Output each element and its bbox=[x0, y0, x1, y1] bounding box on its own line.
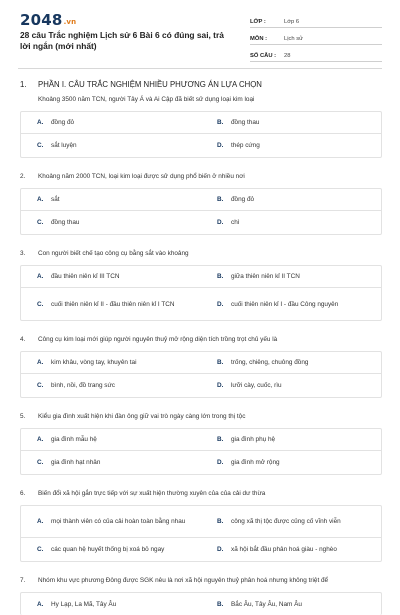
option-b[interactable] bbox=[201, 358, 381, 367]
option-b[interactable] bbox=[201, 195, 381, 204]
option-c[interactable] bbox=[21, 141, 201, 150]
option-d[interactable] bbox=[201, 545, 381, 554]
option-c[interactable] bbox=[21, 218, 201, 227]
option-text: Hy Lạp, La Mã, Tây Âu bbox=[51, 600, 117, 608]
question-text: Con người biết chế tạo công cụ bằng sắt vào khoảng bbox=[38, 250, 189, 257]
option-text: sắt luyện bbox=[51, 142, 77, 149]
option-row bbox=[21, 211, 381, 234]
question-7 bbox=[20, 576, 382, 615]
option-text: gia đình mở rộng bbox=[231, 459, 280, 466]
option-letter: A. bbox=[37, 600, 44, 608]
option-d[interactable] bbox=[201, 300, 381, 309]
option-a[interactable] bbox=[21, 600, 201, 609]
option-row bbox=[21, 189, 381, 211]
document-title: 28 câu Trắc nghiệm Lịch sử 6 Bài 6 có đúng sai, trả lời ngắn (mới nhất) bbox=[20, 30, 224, 51]
option-d[interactable] bbox=[201, 218, 381, 227]
option-row bbox=[21, 593, 381, 615]
meta-subject bbox=[250, 31, 382, 45]
option-letter: A. bbox=[37, 436, 44, 443]
option-text: lưỡi cày, cuốc, rìu bbox=[231, 382, 282, 389]
section-heading bbox=[20, 80, 382, 89]
question-stem bbox=[20, 172, 382, 181]
meta-value: 28 bbox=[284, 53, 291, 59]
option-letter: D. bbox=[217, 219, 224, 226]
logo-suffix: .vn bbox=[63, 18, 77, 26]
question-3 bbox=[20, 249, 382, 321]
option-b[interactable] bbox=[201, 517, 381, 526]
question-text: Khoảng năm 2000 TCN, loại kim loại được sử dụng phổ biến ở nhiều nơi bbox=[38, 173, 245, 180]
option-text: đồng đỏ bbox=[51, 119, 75, 126]
option-letter: B. bbox=[217, 273, 224, 280]
option-letter: B. bbox=[217, 359, 224, 366]
question-stem bbox=[20, 412, 382, 421]
option-row bbox=[21, 288, 381, 320]
option-text: thép cứng bbox=[231, 142, 260, 149]
option-letter: A. bbox=[37, 518, 44, 525]
question-number bbox=[20, 95, 38, 104]
option-letter: B. bbox=[217, 518, 224, 525]
options-box bbox=[20, 351, 382, 398]
option-text: các quan hệ huyết thống bị xoá bỏ ngay bbox=[51, 546, 165, 553]
option-letter: B. bbox=[217, 119, 224, 126]
option-text: xã hội bắt đầu phân hoá giàu - nghèo bbox=[231, 546, 337, 553]
option-letter: C. bbox=[37, 546, 44, 553]
option-a[interactable] bbox=[21, 517, 201, 526]
options-box bbox=[20, 265, 382, 321]
question-5 bbox=[20, 412, 382, 475]
option-text: đồng đỏ bbox=[231, 196, 255, 203]
question-text: Nhóm khu vực phương Đông được SGK nêu là nơi xã hội nguyên thuỷ phân hoá nhưng không triệt để bbox=[38, 577, 329, 584]
option-row bbox=[21, 429, 381, 451]
option-text: kim khâu, vòng tay, khuyên tai bbox=[51, 359, 137, 366]
option-row bbox=[21, 451, 381, 474]
meta-grade bbox=[250, 14, 382, 28]
section-title: PHẦN I. CÂU TRẮC NGHIỆM NHIỀU PHƯƠNG ÁN LỰA CHỌN bbox=[38, 80, 262, 89]
option-text: đồng thau bbox=[51, 219, 80, 226]
option-a[interactable] bbox=[21, 358, 201, 367]
option-letter: B. bbox=[217, 600, 224, 608]
option-text: đồng thau bbox=[231, 119, 260, 126]
option-row bbox=[21, 266, 381, 288]
section-number: 1. bbox=[20, 80, 27, 89]
option-text: bình, nồi, đồ trang sức bbox=[51, 382, 115, 389]
question-2 bbox=[20, 172, 382, 235]
option-letter: C. bbox=[37, 382, 44, 389]
option-letter: D. bbox=[217, 142, 224, 149]
option-text: Bắc Âu, Tây Âu, Nam Âu bbox=[231, 600, 302, 608]
question-stem bbox=[20, 249, 382, 258]
option-letter: A. bbox=[37, 273, 44, 280]
option-row bbox=[21, 352, 381, 374]
question-text: Kiểu gia đình xuất hiện khi đàn ông giữ vai trò ngày càng lớn trong thị tộc bbox=[38, 413, 246, 420]
question-stem bbox=[20, 576, 382, 585]
option-b[interactable] bbox=[201, 118, 381, 127]
option-letter: A. bbox=[37, 359, 44, 366]
option-text: cuối thiên niên kỉ I - đầu Công nguyên bbox=[231, 300, 339, 308]
option-letter: C. bbox=[37, 300, 44, 308]
option-letter: D. bbox=[217, 382, 224, 389]
options-box bbox=[20, 505, 382, 562]
question-stem bbox=[20, 489, 382, 498]
page-header bbox=[0, 0, 400, 64]
option-text: đầu thiên niên kỉ III TCN bbox=[51, 273, 120, 280]
option-row bbox=[21, 374, 381, 397]
option-letter: B. bbox=[217, 196, 224, 203]
question-text: Công cụ kim loại mới giúp người nguyên thuỷ mở rộng diện tích trồng trọt chủ yếu là bbox=[38, 336, 278, 343]
document-meta bbox=[250, 14, 382, 65]
option-d[interactable] bbox=[201, 381, 381, 390]
option-text: cuối thiên niên kỉ II - đầu thiên niên kỉ I TCN bbox=[51, 300, 175, 308]
option-text: sắt bbox=[51, 196, 60, 203]
option-letter: A. bbox=[37, 196, 44, 203]
option-letter: C. bbox=[37, 459, 44, 466]
option-text: trống, chiêng, chuông đồng bbox=[231, 359, 309, 366]
option-letter: D. bbox=[217, 459, 224, 466]
option-text: gia đình hạt nhân bbox=[51, 459, 101, 466]
option-text: chì bbox=[231, 219, 240, 226]
meta-value: Lớp 6 bbox=[284, 19, 300, 25]
question-number: 7. bbox=[20, 577, 26, 584]
options-box bbox=[20, 111, 382, 158]
option-row bbox=[21, 112, 381, 134]
options-box bbox=[20, 592, 382, 615]
meta-question-count bbox=[250, 48, 382, 62]
question-text: Biến đổi xã hội gắn trực tiếp với sự xuất hiện thường xuyên của của cải dư thừa bbox=[38, 490, 266, 497]
option-c[interactable] bbox=[21, 545, 201, 554]
option-text: công xã thị tộc được củng cố vĩnh viễn bbox=[231, 518, 341, 525]
option-letter: C. bbox=[37, 142, 44, 149]
question-number: 3. bbox=[20, 250, 26, 257]
option-d[interactable] bbox=[201, 141, 381, 150]
question-number: 6. bbox=[20, 490, 26, 497]
option-row bbox=[21, 506, 381, 538]
option-row bbox=[21, 134, 381, 157]
option-text: gia đình mẫu hệ bbox=[51, 436, 97, 443]
question-number: 5. bbox=[20, 413, 26, 420]
header-divider bbox=[18, 68, 382, 69]
question-text: Khoảng 3500 năm TCN, người Tây Á và Ai Cập đã biết sử dụng loại kim loại bbox=[38, 96, 255, 103]
option-letter: C. bbox=[37, 219, 44, 226]
option-text: gia đình phụ hệ bbox=[231, 436, 276, 443]
question-6 bbox=[20, 489, 382, 562]
option-a[interactable] bbox=[21, 272, 201, 281]
option-c[interactable] bbox=[21, 458, 201, 467]
logo-text: 2048 bbox=[20, 11, 63, 29]
option-c[interactable] bbox=[21, 300, 201, 309]
option-letter: A. bbox=[37, 119, 44, 126]
meta-label: MÔN : bbox=[250, 36, 268, 42]
option-row bbox=[21, 538, 381, 561]
meta-label: SỐ CÂU : bbox=[250, 53, 277, 59]
question-stem bbox=[20, 335, 382, 344]
option-b[interactable] bbox=[201, 272, 381, 281]
meta-label: LỚP : bbox=[250, 19, 266, 25]
option-a[interactable] bbox=[21, 118, 201, 127]
meta-value: Lịch sử bbox=[284, 36, 304, 42]
option-b[interactable] bbox=[201, 600, 381, 609]
question-number: 2. bbox=[20, 173, 26, 180]
question-number: 4. bbox=[20, 336, 26, 343]
question-stem bbox=[20, 95, 382, 104]
option-a[interactable] bbox=[21, 435, 201, 444]
question-1 bbox=[20, 95, 382, 158]
question-4 bbox=[20, 335, 382, 398]
option-a[interactable] bbox=[21, 195, 201, 204]
options-box bbox=[20, 428, 382, 475]
options-box bbox=[20, 188, 382, 235]
site-logo[interactable] bbox=[20, 11, 76, 29]
option-letter: B. bbox=[217, 436, 224, 443]
question-list bbox=[20, 80, 382, 615]
option-d[interactable] bbox=[201, 458, 381, 467]
option-text: giữa thiên niên kỉ II TCN bbox=[231, 273, 300, 280]
option-b[interactable] bbox=[201, 435, 381, 444]
option-letter: D. bbox=[217, 546, 224, 553]
option-letter: D. bbox=[217, 300, 224, 308]
option-text: mọi thành viên có của cải hoàn toàn bằng nhau bbox=[51, 518, 186, 525]
option-c[interactable] bbox=[21, 381, 201, 390]
